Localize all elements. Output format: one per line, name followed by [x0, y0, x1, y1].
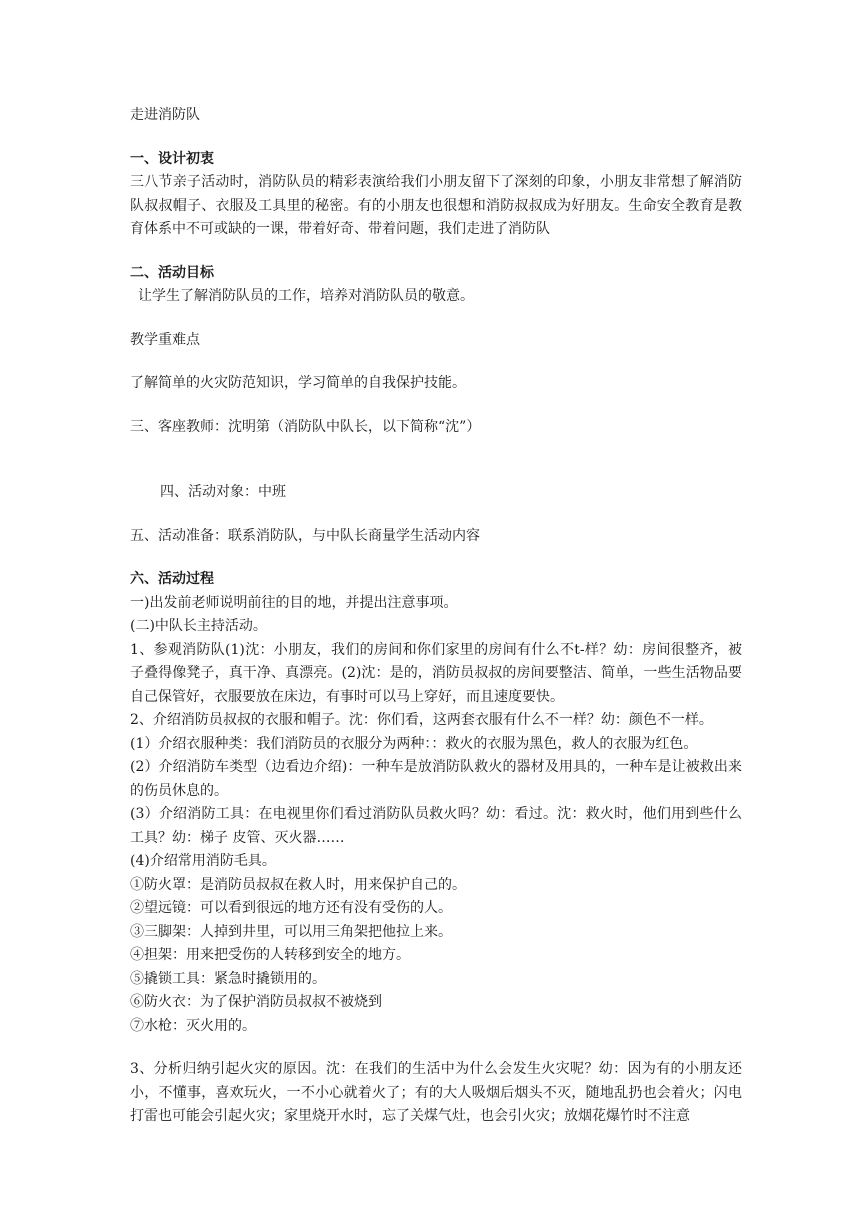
section-heading-goals: 二、活动目标: [130, 264, 214, 281]
section-heading-key-points: 教学重难点: [130, 331, 200, 348]
spacer: [130, 505, 742, 525]
process-step-2: (二)中队长主持活动。: [130, 618, 267, 634]
process-item-common-tools: (4)介绍常用消防毛具。: [130, 853, 276, 869]
tool-list-item: ⑤撬锁工具：紧急时撬锁用的。: [130, 970, 326, 987]
document-title: 走进消防队: [130, 107, 200, 123]
tool-list-item: ①防火罩：是消防员叔叔在救人时，用来保护自己的。: [130, 876, 466, 893]
tool-list-item: ⑥防火衣：为了保护消防员叔叔不被烧到: [130, 994, 382, 1010]
tool-list-item: ④担架：用来把受伤的人转移到安全的地方。: [130, 947, 410, 963]
process-item-uniform: 2、介绍消防员叔叔的衣服和帽子。沈：你们看，这两套衣服有什么不一样？幼：颜色不一样。: [130, 712, 713, 728]
section-heading-design-intent: 一、设计初衷: [130, 150, 214, 167]
section-body-key-points: 了解简单的火灾防范知识，学习简单的自我保护技能。: [130, 375, 466, 391]
section-body-design-intent: 三八节亲子活动时，消防队员的精彩表演给我们小朋友留下了深刻的印象，小朋友非常想了解消防队叔叔帽子、衣服及工具里的秘密。有的小朋友也很想和消防叔叔成为好朋友。生命安全教育是教育体系中不可或缺的一课，带着好奇、带着问题，我们走进了消防队: [130, 174, 742, 237]
section-audience: 四、活动对象：中班: [160, 484, 286, 500]
section-guest-teacher: 三、客座教师：沈明第（消防队中队长，以下简称“沈”）: [130, 418, 481, 435]
section-heading-process: 六、活动过程: [130, 571, 214, 587]
process-item-fire-causes: 3、分析归纳引起火灾的原因。沈：在我们的生活中为什么会发生火灾呢？幼：因为有的小朋友还小，不懂事，喜欢玩火，一不小心就着火了；有的大人吸烟后烟头不灭，随地乱扔也会着火；闪电打雷也可能会引起火灾；家里烧开水时，忘了关煤气灶，也会引火灾；放烟花爆竹时不注意: [130, 1061, 742, 1124]
section-body-goals: 让学生了解消防队员的工作，培养对消防队员的敬意。: [138, 288, 474, 304]
tool-list-item: ②望远镜：可以看到很远的地方还有没有受伤的人。: [130, 900, 452, 916]
tool-list-item: ③三脚架：人掉到井里，可以用三角架把他拉上来。: [130, 923, 452, 940]
section-preparation: 五、活动准备：联系消防队，与中队长商量学生活动内容: [130, 527, 480, 544]
spacer: [130, 548, 742, 568]
process-item-tools: (3）介绍消防工具：在电视里你们看过消防队员救火吗？幼：看过。沈：救火时，他们用到些什么工具？幼：梯子 皮管、灭火器……: [130, 806, 742, 846]
process-item-truck-types: (2）介绍消防车类型（边看边介绍)：一种车是放消防队救火的器材及用具的，一种车是让被救出来的伤员休息的。: [130, 759, 742, 799]
spacer: [130, 396, 742, 416]
spacer: [130, 439, 742, 481]
spacer: [130, 309, 742, 329]
document-page: [130, 104, 742, 1129]
tool-list-item: ⑦水枪：灭火用的。: [130, 1017, 256, 1034]
spacer: [130, 128, 742, 148]
spacer: [130, 352, 742, 372]
process-item-visit: 1、参观消防队(1)沈：小朋友，我们的房间和你们家里的房间有什么不t-样？幼：房间很整齐，被子叠得像凳子，真干净、真漂亮。(2)沈：是的，消防员叔叔的房间要整洁、简单，一些生活物品要自己保管好，衣服要放在床边，有事时可以马上穿好，而且速度要快。: [130, 641, 742, 705]
spacer: [130, 1038, 742, 1058]
spacer: [130, 242, 742, 262]
process-step-1: 一)出发前老师说明前往的目的地，并提出注意事项。: [130, 594, 458, 611]
process-item-uniform-types: (1）介绍衣服种类：我们消防员的衣服分为两种：：救火的衣服为黑色，救人的衣服为红色。: [130, 735, 698, 752]
